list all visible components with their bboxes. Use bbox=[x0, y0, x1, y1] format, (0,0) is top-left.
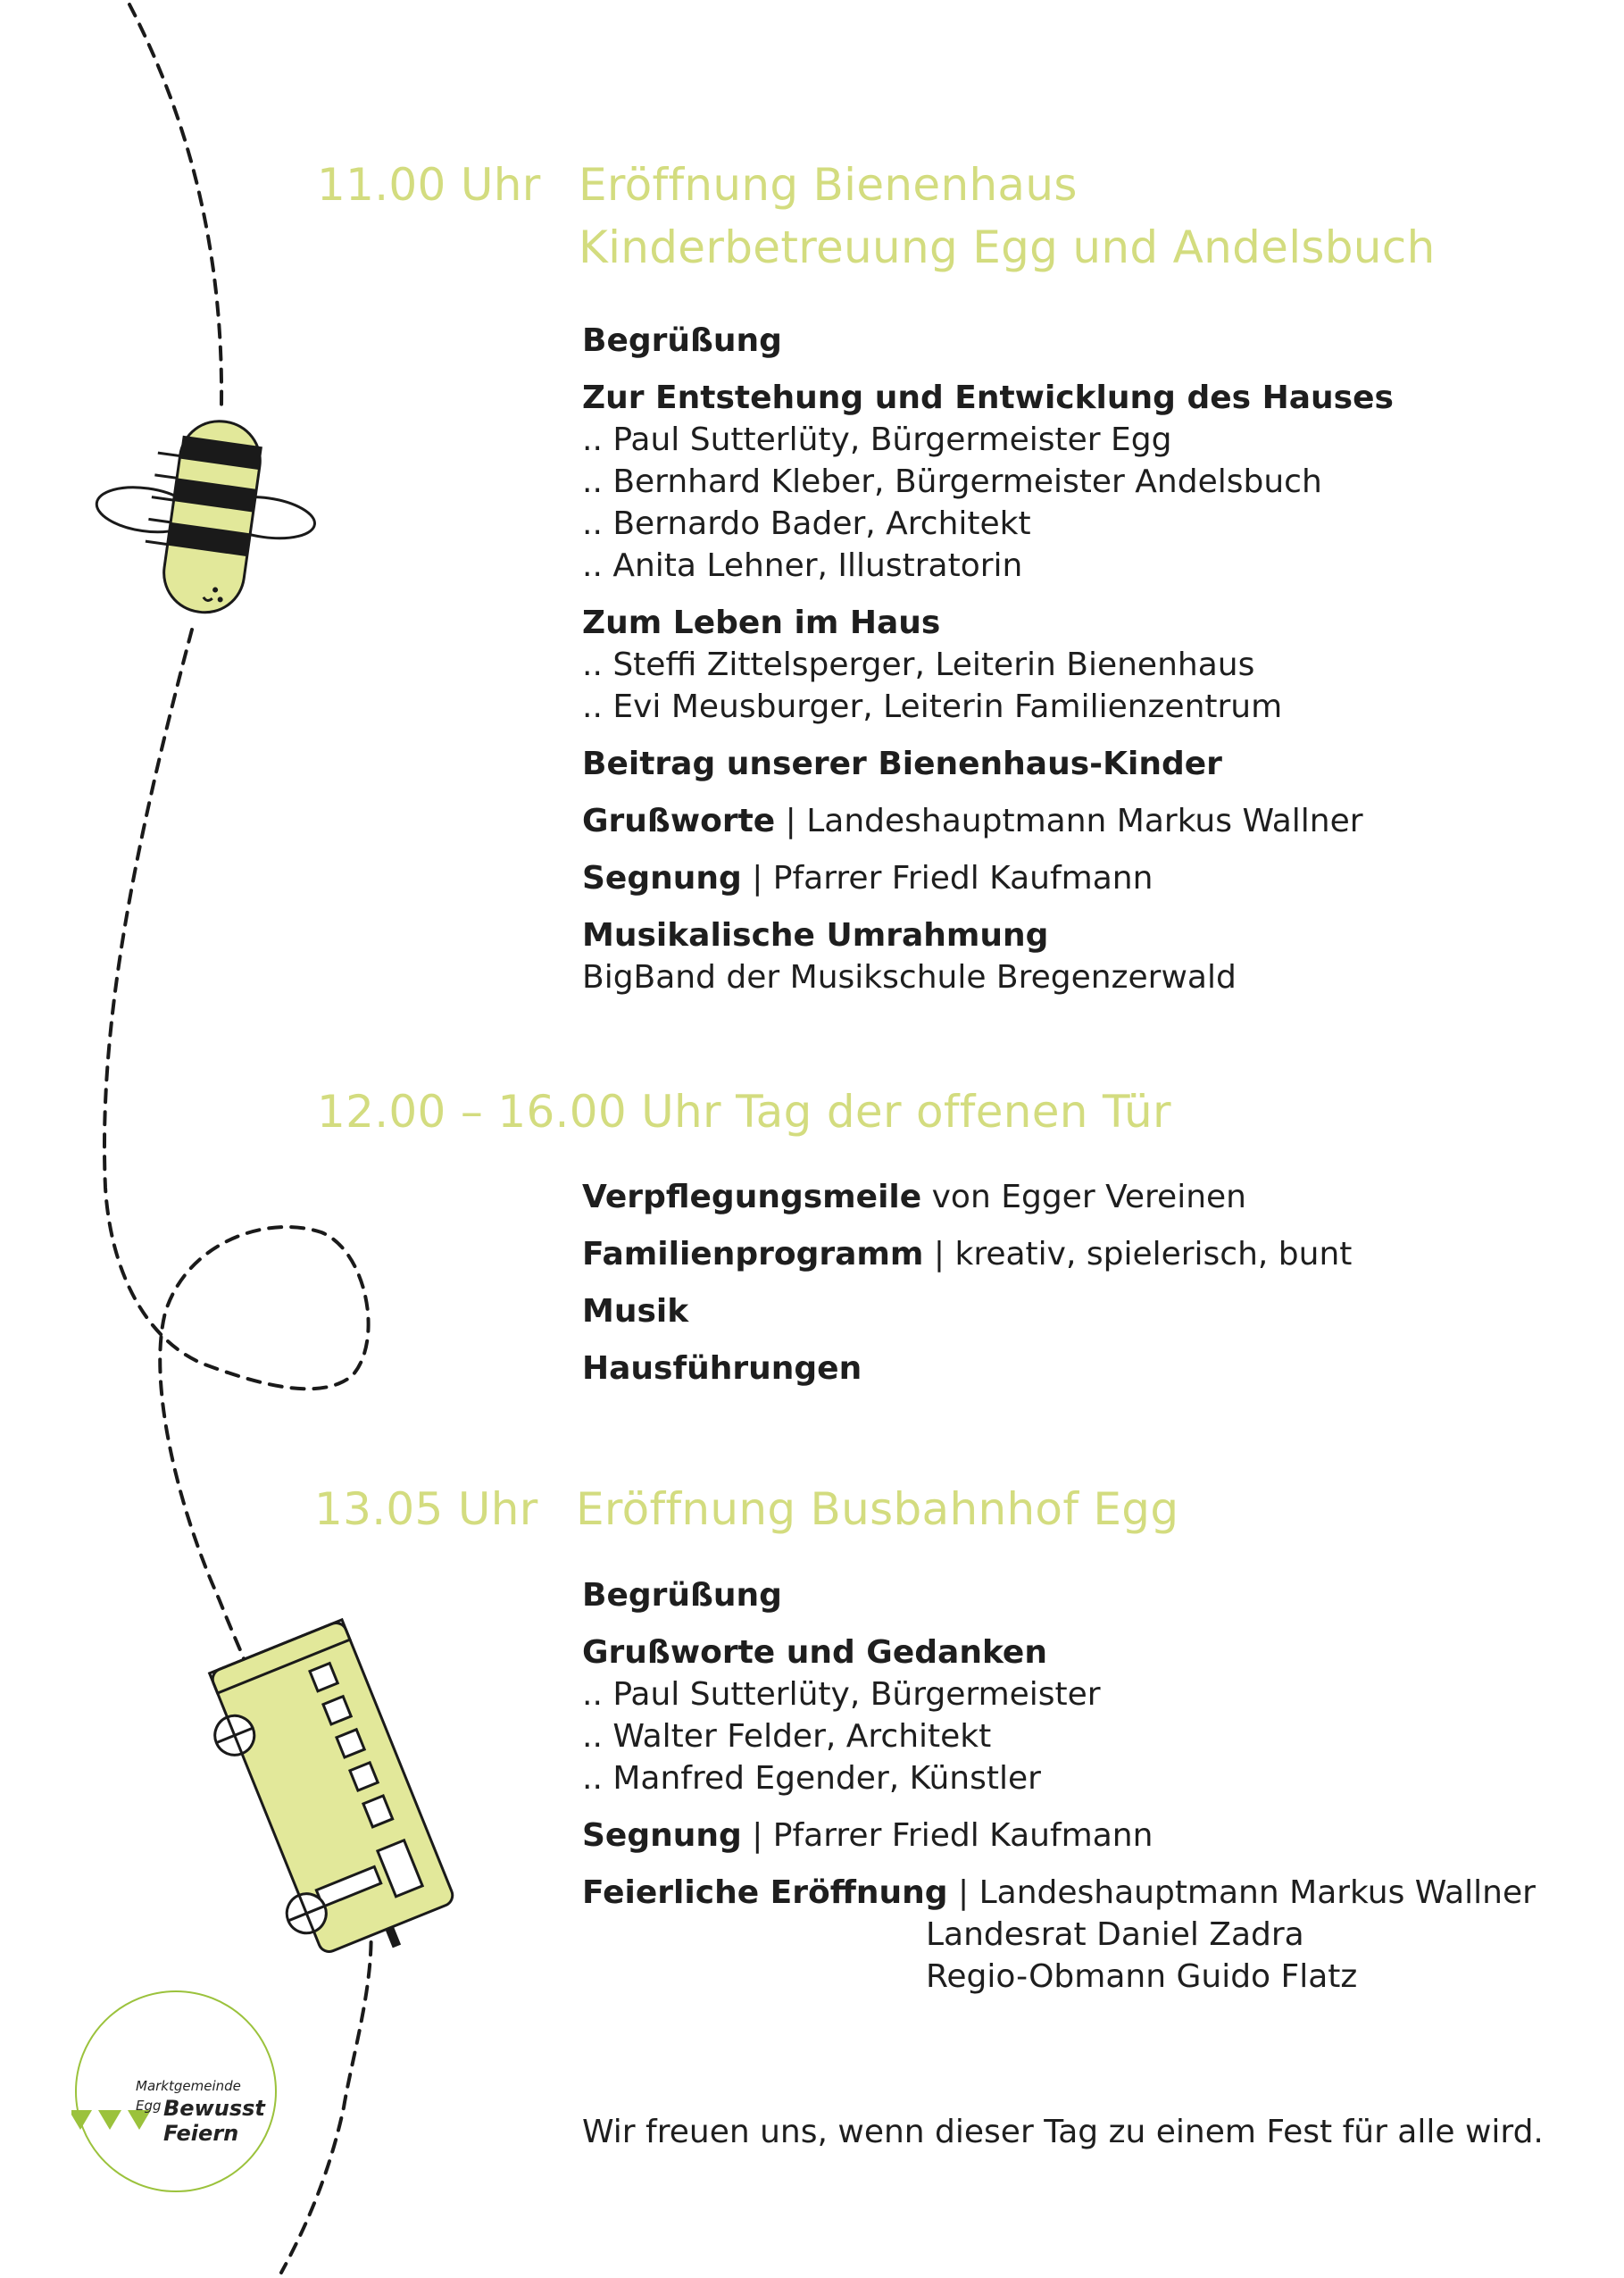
item-detail: | Landeshauptmann Markus Wallner bbox=[775, 803, 1363, 839]
section-title-line: Eröffnung Busbahnhof Egg bbox=[576, 1483, 1179, 1535]
program-item bbox=[582, 1290, 1352, 1332]
item-detail: | Pfarrer Friedl Kaufmann bbox=[741, 860, 1153, 897]
logo bbox=[71, 1987, 281, 2197]
program-item bbox=[582, 1815, 1536, 1857]
item-line: .. Bernhard Kleber, Bürgermeister Andelsbuch bbox=[582, 463, 1322, 500]
program-item bbox=[582, 1574, 1536, 1616]
item-title: Beitrag unserer Bienenhaus-Kinder bbox=[582, 746, 1222, 782]
program-item bbox=[582, 320, 1394, 362]
section-time: 13.05 Uhr bbox=[314, 1483, 538, 1535]
item-line: .. Evi Meusburger, Leiterin Familienzentrum bbox=[582, 688, 1283, 725]
closing-text: Wir freuen uns, wenn dieser Tag zu einem Fest für alle wird. bbox=[582, 2114, 1544, 2150]
section-time: 12.00 – 16.00 Uhr bbox=[317, 1086, 721, 1138]
section-2-program bbox=[582, 1176, 1352, 1405]
program-item bbox=[582, 800, 1394, 842]
section-1-heading bbox=[317, 154, 541, 216]
section-title-line: Eröffnung Bienenhaus bbox=[579, 159, 1078, 211]
item-line: Regio-Obmann Guido Flatz bbox=[926, 1958, 1358, 1995]
program-item bbox=[582, 377, 1394, 587]
logo-line-3: Feiern bbox=[163, 2121, 239, 2146]
item-detail: | Landeshauptmann Markus Wallner bbox=[947, 1874, 1536, 1911]
item-line: .. Manfred Egender, Künstler bbox=[582, 1760, 1041, 1797]
item-line: .. Bernardo Bader, Architekt bbox=[582, 505, 1031, 542]
section-time: 11.00 Uhr bbox=[317, 159, 541, 211]
program-item bbox=[582, 1631, 1536, 1799]
item-title: Begrüßung bbox=[582, 322, 782, 359]
program-item bbox=[582, 1872, 1536, 1998]
section-3-heading bbox=[314, 1478, 538, 1540]
item-title: Musik bbox=[582, 1293, 689, 1330]
item-title: Familienprogramm bbox=[582, 1236, 924, 1273]
section-3-title bbox=[576, 1478, 1178, 1540]
item-line: .. Anita Lehner, Illustratorin bbox=[582, 547, 1023, 584]
program-item bbox=[582, 602, 1394, 728]
program-item bbox=[582, 743, 1394, 785]
item-detail: von Egger Vereinen bbox=[921, 1179, 1246, 1215]
item-title: Verpflegungsmeile bbox=[582, 1179, 922, 1215]
item-title: Segnung bbox=[582, 860, 742, 897]
program-item bbox=[582, 1176, 1352, 1218]
section-1-title bbox=[579, 154, 1436, 279]
section-3-program bbox=[582, 1574, 1536, 2013]
item-line: .. Paul Sutterlüty, Bürgermeister bbox=[582, 1676, 1101, 1713]
item-line: .. Paul Sutterlüty, Bürgermeister Egg bbox=[582, 421, 1172, 458]
item-title: Zur Entstehung und Entwicklung des Hauses bbox=[582, 380, 1394, 416]
item-line: .. Walter Felder, Architekt bbox=[582, 1718, 992, 1755]
item-title: Begrüßung bbox=[582, 1577, 782, 1614]
item-line: BigBand der Musikschule Bregenzerwald bbox=[582, 959, 1237, 996]
item-detail: | Pfarrer Friedl Kaufmann bbox=[741, 1817, 1153, 1854]
item-title: Musikalische Umrahmung bbox=[582, 917, 1049, 954]
item-title: Zum Leben im Haus bbox=[582, 605, 941, 641]
item-title: Segnung bbox=[582, 1817, 742, 1854]
logo-line-2: Bewusst bbox=[163, 2096, 265, 2121]
section-1-program bbox=[582, 320, 1394, 1014]
program-item bbox=[582, 1348, 1352, 1389]
section-2-heading bbox=[317, 1081, 1171, 1143]
item-title: Hausführungen bbox=[582, 1350, 862, 1387]
item-title: Grußworte bbox=[582, 803, 776, 839]
item-line: Landesrat Daniel Zadra bbox=[926, 1916, 1304, 1953]
bee-illustration bbox=[84, 405, 328, 626]
item-title: Feierliche Eröffnung bbox=[582, 1874, 948, 1911]
logo-line-2-small: Egg bbox=[136, 2098, 162, 2114]
item-title: Grußworte und Gedanken bbox=[582, 1634, 1047, 1671]
program-item bbox=[582, 914, 1394, 998]
program-item bbox=[582, 1233, 1352, 1275]
logo-line-1: Marktgemeinde bbox=[136, 2078, 241, 2094]
bus-illustration bbox=[191, 1620, 462, 1981]
section-title-line: Kinderbetreuung Egg und Andelsbuch bbox=[579, 221, 1436, 273]
program-item bbox=[582, 857, 1394, 899]
item-line: .. Steffi Zittelsperger, Leiterin Bienenhaus bbox=[582, 647, 1255, 683]
item-detail: | kreativ, spielerisch, bunt bbox=[923, 1236, 1353, 1273]
section-title-line: Tag der offenen Tür bbox=[736, 1086, 1171, 1138]
